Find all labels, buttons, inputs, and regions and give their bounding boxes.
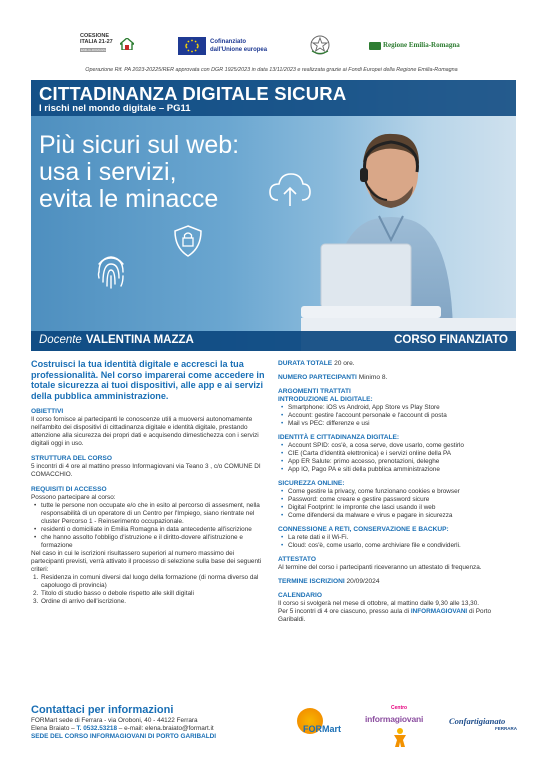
shield-lock-icon: [173, 224, 203, 258]
criterio-number: 1.: [33, 574, 39, 581]
partner-logos: [293, 700, 523, 750]
topic-item: • Password: come creare e gestire password sicure: [278, 496, 518, 504]
eu-text-line1: Cofinanziato: [210, 39, 246, 45]
topic-item: • Cloud: cos'è, come usarlo, come archiviare file e condividerli.: [278, 542, 518, 550]
topic-item: • Account SPID: cos'è, a cosa serve, dove usarlo, come gestirlo: [278, 442, 518, 450]
regione-emilia-romagna-logo: [369, 40, 465, 52]
informagiovani-figure-icon: [391, 727, 409, 747]
topic-item: • Come difendersi da malware e virus e pagare in sicurezza: [278, 512, 518, 520]
struttura-text: 5 incontri di 4 ore al mattino presso Informagiovani via Teano 3 , c/o COMUNE DI COMACCHIO.: [31, 463, 261, 478]
rer-text: Regione Emilia-Romagna: [383, 41, 460, 49]
selezione-text: Nel caso in cui le iscrizioni risultassero superiori al numero massimo dei partecipanti previsti, verrà attivato il processo di selezione sulla base dei seguenti criteri:: [31, 550, 262, 573]
eu-flag-icon: [178, 37, 206, 55]
attestato-heading: ATTESTATO: [278, 556, 316, 563]
partecipanti-label: NUMERO PARTECIPANTI: [278, 374, 357, 381]
requisiti-item: • residenti o domiciliate in Emilia Romagna in data antecedente all'iscrizione: [31, 526, 268, 534]
cloud-upload-icon: [268, 170, 312, 210]
criterio-item: [31, 590, 268, 598]
attestato-text: Al termine del corso i partecipanti riceveranno un attestato di frequenza.: [278, 564, 482, 571]
confartigianato-logo: [449, 716, 523, 740]
sede-corso: SEDE DEL CORSO INFORMAGIOVANI DI PORTO GARIBALDI: [31, 733, 216, 740]
argomenti-heading: ARGOMENTI TRATTATI: [278, 388, 351, 395]
corso-finanziato-badge: CORSO FINANZIATO: [394, 334, 508, 346]
requisiti-intro: Possono partecipare al corso:: [31, 494, 116, 501]
durata-label: DURATA TOTALE: [278, 360, 333, 367]
topic-item: • Digital Footprint: le impronte che lasci usando il web: [278, 504, 518, 512]
partecipanti: [278, 374, 518, 382]
calendario-location: [278, 608, 518, 624]
contact-name: Elena Braiato –: [31, 725, 75, 732]
course-subtitle: I rischi nel mondo digitale – PG11: [39, 103, 191, 114]
termine-iscrizioni: [278, 578, 518, 586]
eu-text-line2: dall'Unione europea: [210, 47, 268, 53]
docente: [39, 334, 194, 346]
rer-icon: [369, 42, 381, 50]
calendario-text-2: Per 5 incontri di 4 ore ciascuno, presso aula di: [278, 608, 410, 615]
left-column: [31, 359, 268, 606]
informagiovani-logo: [365, 705, 437, 749]
durata: [278, 360, 518, 368]
partecipanti-value: Minimo 8.: [358, 374, 388, 381]
headline-line-3: evita le minacce: [39, 185, 219, 213]
requisiti-heading: REQUISITI DI ACCESSO: [31, 486, 107, 493]
informagiovani-text: informagiovani: [365, 714, 424, 724]
contact-title: Contattaci per informazioni: [31, 704, 174, 716]
intro-text: Costruisci la tua identità digitale e accresci la tua professionalità. Nel corso imparerai come accedere in totale sicurezza ai tuoi dispositivi, alle app e ai servizi della pubblica amministrazione.: [31, 359, 265, 401]
coesione-region: EMILIA-ROMAGNA: [81, 48, 108, 52]
contact-phone[interactable]: T. 0532.53218: [76, 725, 117, 732]
docente-name: VALENTINA MAZZA: [85, 334, 194, 346]
coesione-line1: COESIONE: [80, 33, 110, 39]
criterio-text: Residenza in comuni diversi dal luogo della formazione (di norma diverso dal capoluogo di provincia): [41, 574, 259, 589]
criterio-item: [31, 598, 268, 606]
docente-bar: [31, 331, 516, 351]
topic-item: • CIE (Carta d'identità elettronica) e i servizi online della PA: [278, 450, 518, 458]
confartigianato-text: Confartigianato: [449, 716, 506, 726]
coesione-line2: ITALIA 21-27: [80, 39, 113, 45]
formart-logo: [293, 708, 353, 742]
topic-item: • Account: gestire l'account personale e l'account di posta: [278, 412, 518, 420]
hero-banner: [31, 80, 516, 351]
criterio-number: 2.: [33, 590, 39, 597]
criterio-text: Ordine di arrivo dell'iscrizione.: [41, 598, 127, 605]
connessione-heading: CONNESSIONE A RETI, CONSERVAZIONE E BACKUP:: [278, 526, 449, 533]
contact-email[interactable]: – e-mail: elena.braiato@formart.it: [118, 725, 214, 732]
calendario-heading: CALENDARIO: [278, 592, 322, 599]
operazione-note: Operazione Rif. PA 2023-20225/RER approvata con DGR 1925/2023 in data 13/11/2023 e realizzata grazie ai Fondi Europei della Regione Emilia-Romagna: [85, 67, 458, 73]
topic-item: • Come gestire la privacy, come funzionano cookies e browser: [278, 488, 518, 496]
struttura-heading: STRUTTURA DEL CORSO: [31, 455, 112, 462]
course-title: CITTADINANZA DIGITALE SICURA: [39, 83, 347, 104]
requisiti-item: • che hanno assolto l'obbligo d'istruzione e il diritto-dovere all'istruzione e formazione: [31, 534, 268, 550]
right-column: [278, 360, 518, 624]
topic-item: • App IO, Pago PA e siti della pubblica amministrazione: [278, 466, 518, 474]
identita-heading: IDENTITÀ E CITTADINANZA DIGITALE:: [278, 434, 400, 441]
confartigianato-city: FERRARA: [495, 726, 517, 731]
title-bar: [31, 80, 516, 116]
termine-label: TERMINE ISCRIZIONI: [278, 578, 345, 585]
requisiti-item: • tutte le persone non occupate e/o che in esito al percorso di assesment, nella responsabilità di un operatore di un Centro per l'Impiego, siano rientrate nel cluster Percorso 1 - Reinserimento occupazionale.: [31, 502, 268, 526]
headline-line-2: usa i servizi,: [39, 158, 177, 186]
headline: [39, 132, 239, 213]
italian-emblem-icon: [309, 34, 331, 56]
topic-item: • App ER Salute: primo accesso, prenotazioni, deleghe: [278, 458, 518, 466]
termine-value: 20/09/2024: [346, 578, 380, 585]
obiettivi-heading: OBIETTIVI: [31, 408, 64, 415]
eu-text: [210, 38, 267, 54]
sicurezza-heading: SICUREZZA ONLINE:: [278, 480, 345, 487]
contact-address: FORMart sede di Ferrara - via Oroboni, 40 - 44122 Ferrara: [31, 717, 198, 724]
criterio-item: [31, 574, 268, 590]
durata-value: 20 ore.: [334, 360, 355, 367]
calendario-highlight: INFORMAGIOVANI: [410, 608, 468, 615]
coesione-house-icon: [120, 38, 134, 50]
informagiovani-centro: Centro: [391, 705, 408, 711]
calendario-text: Il corso si svolgerà nel mese di ottobre, al mattino dalle 9,30 alle 13,30.: [278, 600, 480, 607]
criterio-text: Titolo di studio basso o debole rispetto alle skill digitali: [41, 590, 194, 597]
eu-cofinanziato-logo: [178, 37, 288, 55]
intro-digitale-heading: INTRODUZIONE AL DIGITALE:: [278, 396, 373, 403]
topic-item: • Smartphone: iOS vs Android, App Store vs Play Store: [278, 404, 518, 412]
calendario-text-3: di Porto Garibaldi.: [278, 608, 492, 623]
topic-item: • La rete dati e il Wi-Fi.: [278, 534, 518, 542]
topic-item: • Mail vs PEC: differenze e usi: [278, 420, 518, 428]
man-with-laptop-image: [301, 116, 516, 351]
docente-label: Docente: [39, 334, 82, 346]
formart-text: FORMart: [303, 724, 341, 734]
contact-footer: [31, 704, 291, 741]
logo-strip: [0, 0, 543, 64]
fingerprint-icon: [93, 250, 129, 290]
contact-person: [31, 725, 291, 733]
criterio-number: 3.: [33, 598, 39, 605]
coesione-italia-logo: [80, 33, 140, 57]
obiettivi-text: Il corso fornisce ai partecipanti le conoscenze utili a muoversi autonomamente nell'ambito dei dispositivi di cittadinanza digitale e identità digitale, prestando attenzione alla sicurezza dei propri dati e acquisendo dimestichezza con i servizi digitali oggi in uso.: [31, 416, 259, 447]
headline-line-1: Più sicuri sul web:: [39, 131, 240, 159]
